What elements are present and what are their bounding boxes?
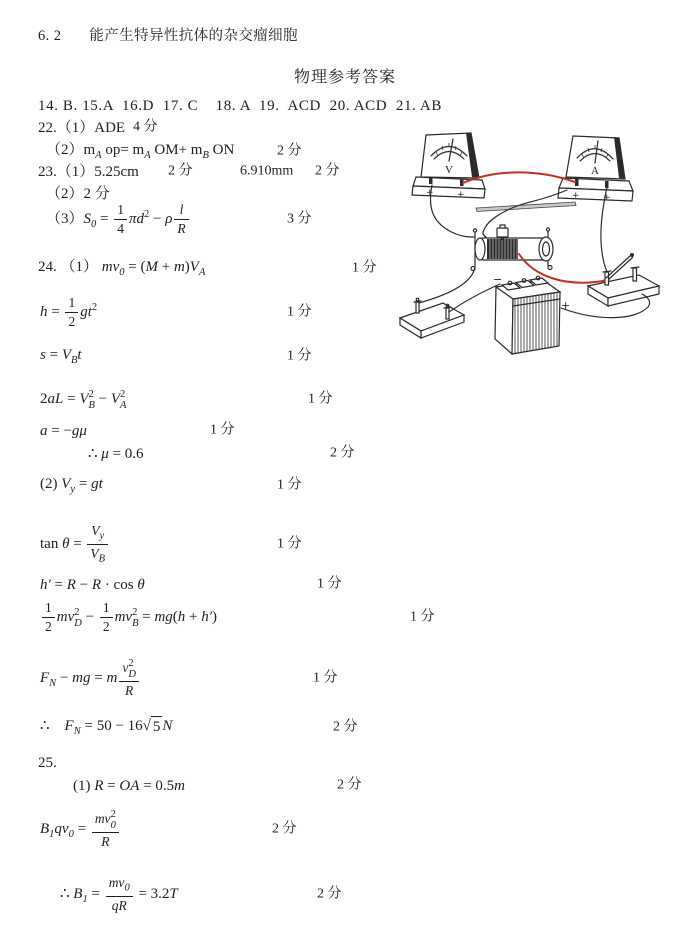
q23-1-line: 23.（1）5.25cm 2 分 6.910mm 2 分 [38,163,340,180]
score: 2 分 [315,163,340,179]
score: 1 分 [287,304,312,320]
q22-1-line: 22.（1）ADE 4 分 [38,119,158,136]
q22-2-line: $(2)m_A$ $op= m_A$ $OM+ m_B$ ON 2 分 [46,142,302,161]
item-text: 能产生特异性抗体的杂交瘤细胞 [89,28,298,44]
score: 2 分 [277,143,302,159]
formula-FN: $F_N$ − mg = m v 2 D R 1 分 [40,658,338,699]
formula-a: a = −gμ 1 分 [40,422,235,439]
switch-lever-knob [630,253,634,257]
score: 1 分 [313,670,338,686]
score: 3 分 [287,211,312,227]
choice-answers-line: 14. B. 15.A 16.D 17. C 18. A 19. ACD 20. ACD 21. AB [38,98,442,114]
biology-answer-line [38,24,298,45]
score: 2 分 [272,821,297,837]
score: 1 分 [210,422,235,438]
ammeter [558,136,633,203]
item-number: 6. 2 [38,28,62,44]
terminal-plus-icon: + [603,193,611,203]
page-title: 物理参考答案 [293,69,396,86]
voltmeter [412,133,485,200]
formula-h: h = $\frac{1}{2}$ $gt^2$ 1 分 [40,295,312,330]
measurement-value: 6.910mm [240,163,294,179]
battery-minus-icon: − [493,273,503,286]
formula-mu: ∴ μ = 0.6 2 分 [88,445,355,462]
score: 2 分 [337,777,362,793]
q24-2-formula: (2) $V_y$ = gt 1 分 [40,476,302,495]
circuit-diagram [396,125,690,375]
formula-s: $s = V_Bt$ 1 分 [40,347,312,366]
formula-energy: $\frac{1}{2}$ mv 2 D − $\frac{1}{2}$ mv 2 B = mg(h + h′) 1 分 [40,600,217,635]
score: 1 分 [287,348,312,364]
wire-red-connector [602,279,605,282]
score: 1 分 [277,477,302,493]
ammeter-label: A [591,165,599,177]
battery-plus-icon: + [561,299,571,312]
wire-black-ammeter-rheostat [483,190,567,237]
score: 1 分 [308,391,333,407]
q23-2-line: （2）2 分 [46,186,110,202]
score: 1 分 [277,536,302,552]
score: 2 分 [333,719,358,735]
q25-1-formula: (1) R = OA = 0.5m 2 分 [73,777,362,794]
q25-label: 25. [38,755,57,771]
rheostat-slider [497,228,508,237]
terminal-plus-icon: + [426,188,434,198]
formula-2aL: 2aL = V 2 B − V 2 A 1 分 [40,389,333,412]
terminal-board [400,298,464,338]
score: 4 分 [133,119,158,135]
score: 2 分 [317,886,342,902]
score: 2 分 [168,163,193,179]
formula-B1qv0: $B_1qv_0$ = mv 2 0 R 2 分 [40,809,297,850]
terminal-plus-icon: + [457,190,465,200]
score: 1 分 [317,576,342,592]
voltmeter-label: V [445,164,453,176]
q23-3-formula: $(3)S_0$ = $\frac{1}{4}$ $\pi d^2 - \rho$ $\frac{l}{R}$ 3 分 [46,202,312,237]
formula-B1-result: ∴ $B_1$ = $\frac{mv_0}{qR}$ = 3.2T 2 分 [60,875,342,914]
q24-1-formula: 24. （1） $mv_0 = (M + m)V_A$ 1 分 [38,259,377,278]
score: 2 分 [330,445,355,461]
formula-tan: tan θ = $\frac{V_y}{V_B}$ 1 分 [40,523,302,565]
score: 1 分 [352,260,377,276]
terminal-plus-icon: + [572,191,580,201]
wire-black-rheostat-board [419,267,475,303]
formula-FN-result: ∴ $F_N = 50 - 16$ √ 5 N 2 分 [40,718,358,737]
score: 1 分 [410,609,435,625]
battery [493,273,570,354]
formula-hprime: h′ = R − R · cos θ 1 分 [40,576,342,593]
knife-switch [588,253,659,306]
